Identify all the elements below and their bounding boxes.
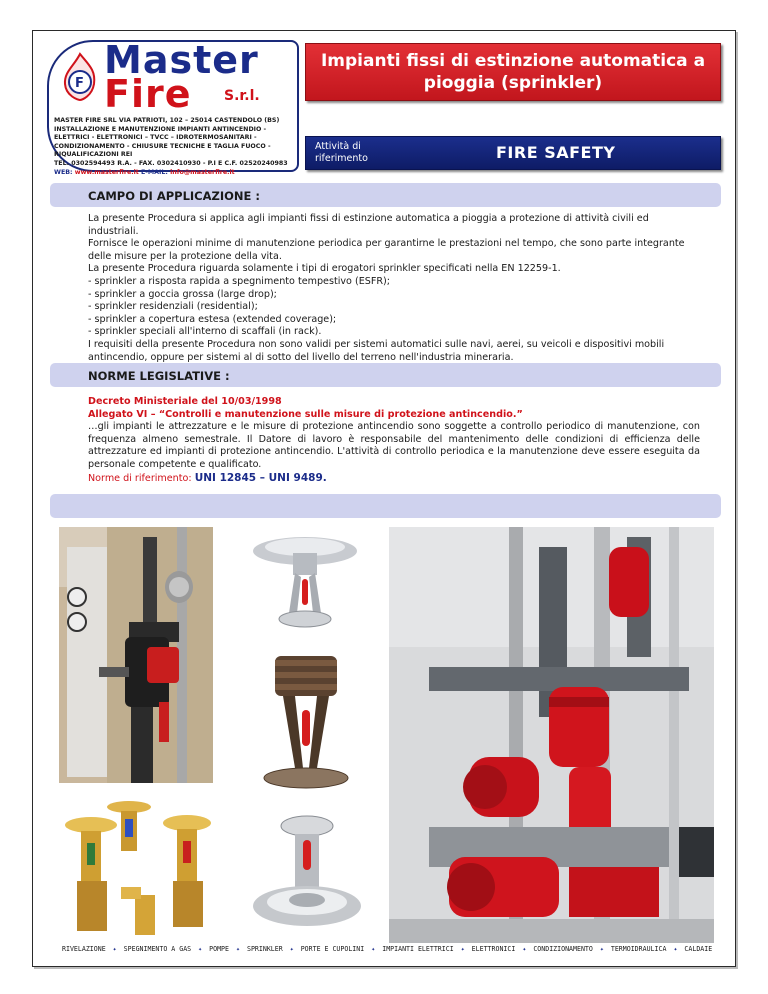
concealed-sprinkler-image [245, 808, 367, 943]
reference-value: UNI 12845 – UNI 9489. [194, 471, 327, 484]
company-web-line: WEB: www.masterfire.it E-MAIL: info@masterfire.it [54, 168, 235, 176]
footer-services [62, 945, 722, 953]
campo-list-item: - sprinkler speciali all'interno di scaffali (in rack). [88, 326, 322, 338]
annex-title: Allegato VI – “Controlli e manutenzione sulle misure di protezione antincendio.” [88, 408, 523, 420]
valve-station-image [59, 527, 213, 783]
footer-separator-icon: ✦ [673, 945, 678, 953]
footer-item: TERMOIDRAULICA [610, 945, 667, 953]
campo-list-item: - sprinkler residenziali (residential); [88, 301, 258, 313]
footer-item: CONDIZIONAMENTO [533, 945, 593, 953]
norme-reference [88, 472, 700, 486]
footer-item: SPRINKLER [246, 945, 283, 953]
campo-paragraph: I requisiti della presente Procedura non sono validi per sistemi automatici sulle navi, aerei, su veicoli e dispositivi mobili antincendio, oppure per sistemi al di sotto del livello del terreno nell'industria mineraria. [88, 338, 665, 363]
empty-section-bar [50, 494, 721, 518]
activity-label: Attività di riferimento [315, 141, 368, 164]
logo-fire-text: Fire [104, 72, 192, 116]
footer-item: ELETTRONICI [471, 945, 516, 953]
footer-separator-icon: ✦ [522, 945, 527, 953]
footer-separator-icon: ✦ [236, 945, 240, 953]
footer-separator-icon: ✦ [198, 945, 203, 953]
footer-item: IMPIANTI ELETTRICI [382, 945, 454, 953]
assorted-sprinklers-image [59, 795, 225, 943]
footer-item: RIVELAZIONE [62, 945, 106, 953]
norme-text: …gli impianti le attrezzature e le misure di protezione antincendio sono soggette a controllo periodico di manutenzione, con frequenza almeno semestrale. Il Datore di lavoro è responsabile del mantenimento delle condizioni di efficienza delle attrezzature ed impianti di protezione antincendio. L'attività di controllo periodica e la manutenzione deve essere eseguita da personale competente e qualificato. [88, 421, 700, 470]
company-phone: TEL. 0302594493 R.A. - FAX. 0302410930 - P.I E C.F. 02520240983 [54, 159, 288, 167]
company-address: MASTER FIRE SRL VIA PATRIOTI, 102 – 25014 CASTENDOLO (BS) [54, 117, 280, 124]
norme-body [88, 396, 700, 485]
footer-separator-icon: ✦ [371, 945, 376, 953]
upright-sprinkler-image [245, 648, 367, 808]
pump-station-image [389, 527, 714, 943]
campo-list-item: - sprinkler a risposta rapida a spegnimento tempestivo (ESFR); [88, 275, 391, 287]
campo-paragraph: La presente Procedura riguarda solamente i tipi di erogatori sprinkler specificati nella EN 12259-1. [88, 263, 561, 275]
activity-bar [305, 136, 721, 170]
campo-paragraph: La presente Procedura si applica agli impianti fissi di estinzione automatica a pioggia a protezione di attività civili ed industriali. [88, 213, 649, 237]
activity-value: FIRE SAFETY [496, 143, 616, 162]
logo-master-text: Master [104, 38, 259, 82]
company-info [54, 117, 294, 177]
footer-item: CALDAIE [684, 945, 713, 953]
footer-separator-icon: ✦ [460, 945, 465, 953]
company-services: INSTALLAZIONE E MANUTENZIONE IMPIANTI ANTINCENDIO - ELETTRICI - ELETTRONICI – TVCC – IDROTERMOSANITARI - CONDIZIONAMENTO - CHIUSURE TECNICHE E TAGLIA FUOCO - RIQUALIFICAZIONI REI [54, 125, 271, 159]
logo-srl-text: S.r.l. [224, 88, 260, 104]
campo-paragraph: Fornisce le operazioni minime di manutenzione periodica per garantirne le prestazioni nel tempo, che sono parte integrante delle misure per la protezione della vita. [88, 238, 685, 262]
footer-item: POMPE [209, 945, 229, 953]
campo-list-item: - sprinkler a copertura estesa (extended coverage); [88, 313, 337, 325]
email-link[interactable]: info@masterfire.it [170, 168, 235, 176]
footer-separator-icon: ✦ [599, 945, 604, 953]
flame-emblem-icon [58, 52, 102, 102]
reference-label: Norme di riferimento: [88, 472, 192, 484]
pendent-sprinkler-image [245, 527, 367, 637]
campo-body [88, 213, 700, 364]
decree-title: Decreto Ministeriale del 10/03/1998 [88, 396, 282, 407]
footer-item: SPEGNIMENTO A GAS [123, 945, 192, 953]
footer-item: PORTE E CUPOLINI [300, 945, 365, 953]
campo-list-item: - sprinkler a goccia grossa (large drop); [88, 288, 277, 300]
campo-heading: CAMPO DI APPLICAZIONE : [50, 183, 721, 207]
svg-text:F: F [75, 76, 84, 91]
document-title: Impianti fissi di estinzione automatica a pioggia (sprinkler) [305, 43, 721, 101]
website-link[interactable]: www.masterfire.it [74, 168, 139, 176]
footer-separator-icon: ✦ [112, 945, 117, 953]
norme-heading: NORME LEGISLATIVE : [50, 363, 721, 387]
footer-separator-icon: ✦ [289, 945, 294, 953]
